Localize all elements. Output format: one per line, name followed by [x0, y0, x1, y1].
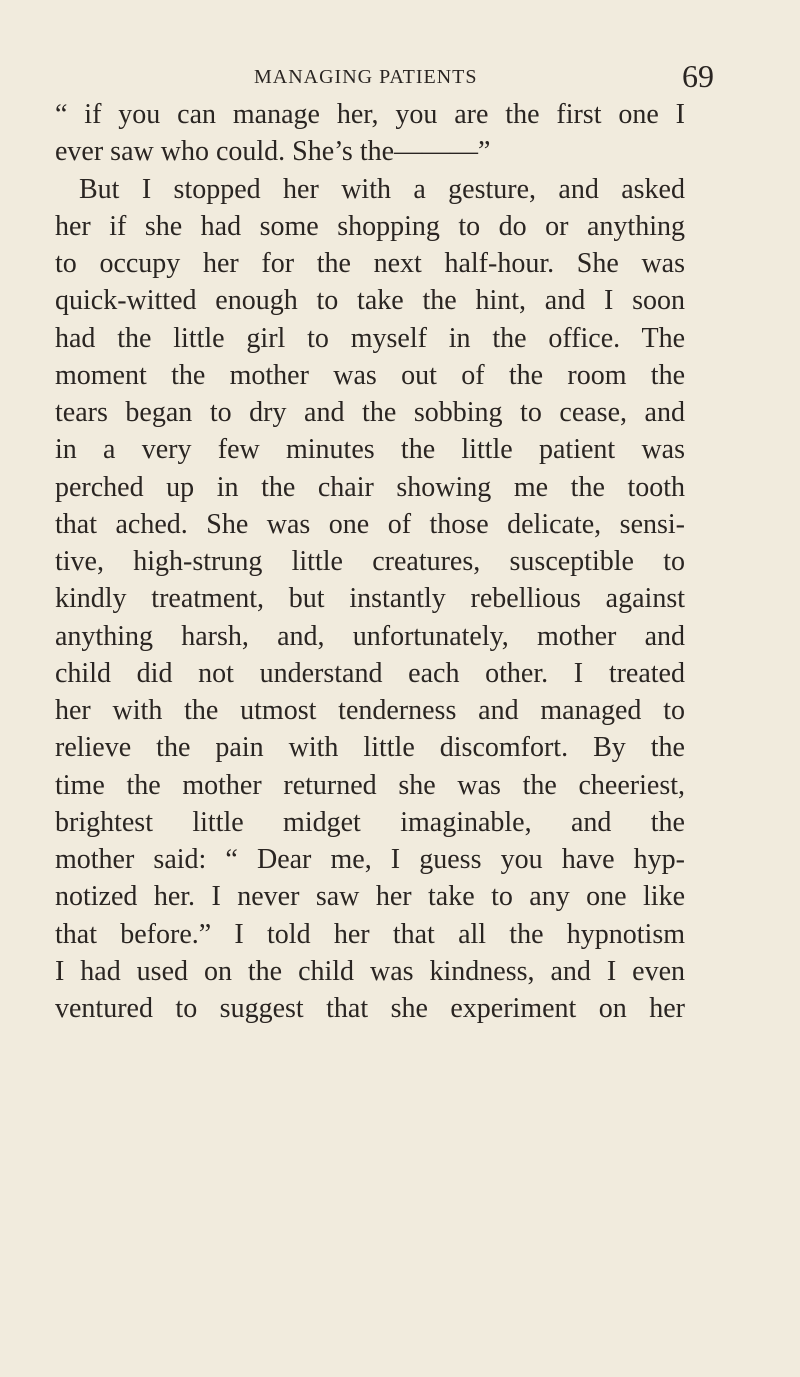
text-line: ventured to suggest that she experiment on her — [55, 993, 685, 1024]
text-line: in a very few minutes the little patient was — [55, 434, 685, 466]
text-line: that before.” I told her that all the hypnotism — [55, 918, 685, 950]
text-line: to occupy her for the next half-hour. She was — [55, 248, 685, 279]
text-line: moment the mother was out of the room the — [55, 359, 685, 391]
text-line: I had used on the child was kindness, and I even — [55, 955, 685, 987]
text-line: time the mother returned she was the cheeriest, — [55, 769, 685, 801]
text-line: perched up in the chair showing me the tooth — [55, 471, 685, 503]
text-line: anything harsh, and, unfortunately, mother and — [55, 620, 685, 652]
body-text — [55, 96, 685, 1027]
page-number: 69 — [682, 58, 714, 94]
text-line: quick-witted enough to take the hint, and I soon — [55, 285, 685, 317]
text-line: tears began to dry and the sobbing to cease, and — [55, 397, 685, 428]
text-line: “ if you can manage her, you are the first one I — [55, 99, 685, 130]
text-line: notized her. I never saw her take to any one like — [55, 881, 685, 913]
running-head: MANAGING PATIENTS — [254, 66, 478, 88]
text-line: her if she had some shopping to do or anything — [55, 210, 685, 242]
text-line: had the little girl to myself in the office. The — [55, 322, 685, 354]
text-line: mother said: “ Dear me, I guess you have hyp- — [55, 844, 685, 875]
text-line: ever saw who could. She’s the———” — [55, 136, 491, 168]
text-line: her with the utmost tenderness and managed to — [55, 695, 685, 726]
text-line: relieve the pain with little discomfort. By the — [55, 732, 685, 764]
text-line: tive, high-strung little creatures, susceptible to — [55, 546, 685, 577]
text-line: child did not understand each other. I treated — [55, 657, 685, 689]
text-line: that ached. She was one of those delicate, sensi- — [55, 508, 685, 540]
text-line: kindly treatment, but instantly rebellious against — [55, 583, 685, 615]
text-line: brightest little midget imaginable, and the — [55, 806, 685, 838]
text-line: But I stopped her with a gesture, and asked — [79, 173, 685, 205]
